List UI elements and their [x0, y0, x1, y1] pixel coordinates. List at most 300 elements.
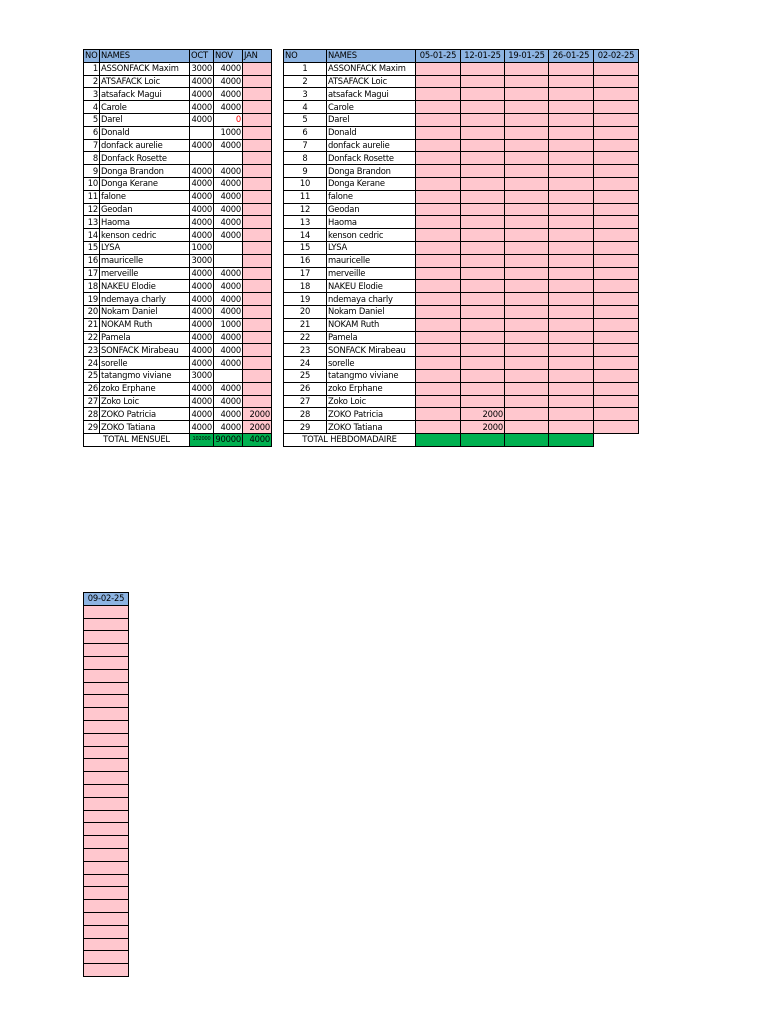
row-number-cell[interactable]: 9 [84, 165, 100, 178]
week-value-cell[interactable] [461, 88, 505, 101]
week-value-cell[interactable] [549, 241, 594, 254]
name-cell[interactable]: Geodan [100, 203, 190, 216]
oct-cell[interactable]: 4000 [191, 319, 212, 330]
week-value-cell[interactable] [416, 331, 461, 344]
nov-cell[interactable]: 4000 [214, 190, 243, 203]
nov-cell[interactable]: 4000 [214, 408, 243, 421]
name-cell[interactable]: kenson cedric [327, 229, 416, 242]
week-value-cell[interactable] [461, 139, 505, 152]
week-value-cell[interactable] [594, 126, 639, 139]
week-value-cell[interactable] [594, 344, 639, 357]
nov-cell[interactable]: 4000 [214, 139, 243, 152]
week-value-cell[interactable] [84, 848, 129, 861]
row-number-cell[interactable]: 6 [84, 126, 100, 139]
row-number-cell[interactable]: 27 [284, 395, 327, 408]
jan-cell[interactable] [243, 395, 272, 408]
week-value-cell[interactable] [505, 344, 549, 357]
week-value-cell[interactable] [549, 267, 594, 280]
week-value-cell[interactable] [549, 344, 594, 357]
name-cell[interactable]: Donga Brandon [100, 165, 190, 178]
name-cell[interactable]: SONFACK Mirabeau [100, 344, 190, 357]
jan-cell[interactable] [243, 369, 272, 382]
week-value-cell[interactable] [594, 280, 639, 293]
week-value-cell[interactable] [549, 177, 594, 190]
week-value-cell[interactable] [549, 75, 594, 88]
oct-cell[interactable]: 4000 [191, 331, 212, 342]
week-value-cell[interactable] [84, 938, 129, 951]
week-value-cell[interactable] [594, 395, 639, 408]
name-cell[interactable]: NOKAM Ruth [327, 318, 416, 331]
week-value-cell[interactable] [505, 305, 549, 318]
jan-cell[interactable] [243, 293, 272, 306]
week-value-cell[interactable] [505, 113, 549, 126]
nov-cell[interactable] [214, 254, 243, 267]
week-value-cell[interactable] [594, 293, 639, 306]
row-number-cell[interactable]: 7 [84, 139, 100, 152]
row-number-cell[interactable]: 10 [84, 177, 100, 190]
oct-cell[interactable]: 4000 [191, 344, 212, 355]
jan-cell[interactable] [243, 152, 272, 165]
week-value-cell[interactable] [416, 216, 461, 229]
header-week-2[interactable]: 12-01-25 [461, 50, 505, 63]
week-value-cell[interactable] [594, 101, 639, 114]
total-jan-cell[interactable]: 4000 [243, 433, 272, 446]
name-cell[interactable]: NOKAM Ruth [100, 318, 190, 331]
row-number-cell[interactable]: 9 [284, 165, 327, 178]
nov-cell[interactable]: 4000 [214, 293, 243, 306]
oct-cell[interactable]: 4000 [191, 191, 212, 202]
jan-cell[interactable]: 2000 [243, 421, 272, 434]
name-cell[interactable]: tatangmo viviane [327, 369, 416, 382]
name-cell[interactable]: sorelle [327, 357, 416, 370]
header-no[interactable]: NO [284, 50, 327, 63]
week-value-cell[interactable] [594, 190, 639, 203]
oct-cell[interactable]: 4000 [191, 306, 212, 317]
week-value-cell[interactable] [505, 254, 549, 267]
week-value-cell[interactable] [505, 421, 549, 434]
week-value-cell[interactable] [84, 900, 129, 913]
week-value-cell[interactable] [549, 293, 594, 306]
row-number-cell[interactable]: 19 [84, 293, 100, 306]
total-oct-cell[interactable]: 102000 [190, 433, 214, 446]
week-value-cell[interactable] [549, 369, 594, 382]
nov-cell[interactable] [214, 369, 243, 382]
jan-cell[interactable] [243, 75, 272, 88]
row-number-cell[interactable]: 3 [84, 88, 100, 101]
name-cell[interactable]: Pamela [327, 331, 416, 344]
week-value-cell[interactable] [594, 421, 639, 434]
oct-cell[interactable]: 4000 [191, 421, 212, 432]
week-value-cell[interactable] [549, 126, 594, 139]
row-number-cell[interactable]: 18 [84, 280, 100, 293]
week-value-cell[interactable] [505, 216, 549, 229]
name-cell[interactable]: ndemaya charly [100, 293, 190, 306]
week-value-cell[interactable] [461, 113, 505, 126]
name-cell[interactable]: LYSA [100, 241, 190, 254]
week-value-cell[interactable] [461, 254, 505, 267]
week-value-cell[interactable] [549, 229, 594, 242]
week-value-cell[interactable] [84, 951, 129, 964]
name-cell[interactable]: Nokam Daniel [100, 305, 190, 318]
week-value-cell[interactable] [505, 152, 549, 165]
oct-cell[interactable]: 4000 [191, 229, 212, 240]
jan-cell[interactable] [243, 177, 272, 190]
row-number-cell[interactable]: 2 [284, 75, 327, 88]
nov-cell[interactable]: 4000 [214, 165, 243, 178]
week-value-cell[interactable] [461, 267, 505, 280]
nov-cell[interactable]: 0 [214, 113, 243, 126]
name-cell[interactable]: donfack aurelie [327, 139, 416, 152]
row-number-cell[interactable]: 10 [284, 177, 327, 190]
row-number-cell[interactable]: 21 [84, 318, 100, 331]
week-value-cell[interactable] [461, 331, 505, 344]
oct-cell[interactable]: 3000 [191, 63, 212, 74]
name-cell[interactable]: sorelle [100, 357, 190, 370]
oct-cell[interactable]: 4000 [191, 395, 212, 406]
jan-cell[interactable] [243, 318, 272, 331]
name-cell[interactable]: tatangmo viviane [100, 369, 190, 382]
week-value-cell[interactable] [84, 887, 129, 900]
week-value-cell[interactable] [416, 165, 461, 178]
week-value-cell[interactable] [84, 912, 129, 925]
name-cell[interactable]: Zoko Loic [100, 395, 190, 408]
week-value-cell[interactable] [461, 101, 505, 114]
week-value-cell[interactable] [505, 88, 549, 101]
row-number-cell[interactable]: 24 [84, 357, 100, 370]
week-value-cell[interactable] [84, 708, 129, 721]
week-value-cell[interactable] [549, 421, 594, 434]
week-value-cell[interactable] [594, 305, 639, 318]
week-value-cell[interactable] [416, 203, 461, 216]
week-value-cell[interactable] [594, 75, 639, 88]
jan-cell[interactable] [243, 113, 272, 126]
nov-cell[interactable]: 4000 [214, 305, 243, 318]
header-oct[interactable]: OCT [190, 50, 214, 63]
name-cell[interactable]: Donga Kerane [327, 177, 416, 190]
name-cell[interactable]: NAKEU Elodie [327, 280, 416, 293]
week-value-cell[interactable] [84, 964, 129, 977]
nov-cell[interactable] [214, 241, 243, 254]
week-value-cell[interactable] [461, 152, 505, 165]
week-value-cell[interactable] [594, 113, 639, 126]
row-number-cell[interactable]: 4 [84, 101, 100, 114]
name-cell[interactable]: Donfack Rosette [100, 152, 190, 165]
name-cell[interactable]: falone [327, 190, 416, 203]
total-nov-cell[interactable]: 90000 [215, 434, 241, 445]
jan-cell[interactable]: 2000 [243, 408, 272, 421]
week-value-cell[interactable] [594, 408, 639, 421]
week-value-cell[interactable] [416, 344, 461, 357]
nov-cell[interactable]: 4000 [214, 382, 243, 395]
name-cell[interactable]: mauricelle [327, 254, 416, 267]
week-value-cell[interactable] [416, 88, 461, 101]
week-value-cell[interactable] [416, 62, 461, 75]
week-value-cell[interactable] [84, 874, 129, 887]
nov-cell[interactable]: 4000 [214, 216, 243, 229]
week-value-cell[interactable] [461, 293, 505, 306]
row-number-cell[interactable]: 15 [84, 241, 100, 254]
oct-cell[interactable]: 4000 [191, 75, 212, 86]
row-number-cell[interactable]: 29 [84, 421, 100, 434]
name-cell[interactable]: ndemaya charly [327, 293, 416, 306]
week-value-cell[interactable] [84, 797, 129, 810]
weekly-total-cell[interactable] [505, 433, 549, 446]
name-cell[interactable]: Carole [100, 101, 190, 114]
row-number-cell[interactable]: 21 [284, 318, 327, 331]
row-number-cell[interactable]: 22 [84, 331, 100, 344]
row-number-cell[interactable]: 17 [84, 267, 100, 280]
weekly-total-cell[interactable] [416, 433, 461, 446]
row-number-cell[interactable]: 12 [84, 203, 100, 216]
week-value-cell[interactable] [416, 113, 461, 126]
week-value-cell[interactable] [416, 267, 461, 280]
week-value-cell[interactable] [549, 152, 594, 165]
weekly-total-cell[interactable] [461, 433, 505, 446]
name-cell[interactable]: Nokam Daniel [327, 305, 416, 318]
nov-cell[interactable]: 4000 [214, 280, 243, 293]
week-value-cell[interactable] [416, 357, 461, 370]
week-value-cell[interactable] [84, 836, 129, 849]
row-number-cell[interactable]: 7 [284, 139, 327, 152]
oct-cell[interactable]: 4000 [191, 139, 212, 150]
week-value-cell[interactable] [461, 203, 505, 216]
row-number-cell[interactable]: 15 [284, 241, 327, 254]
week-value-cell[interactable] [84, 631, 129, 644]
oct-cell[interactable]: 4000 [191, 203, 212, 214]
week-value-cell[interactable] [461, 165, 505, 178]
week-value-cell[interactable] [505, 395, 549, 408]
nov-cell[interactable]: 1000 [214, 318, 243, 331]
nov-cell[interactable]: 4000 [214, 357, 243, 370]
name-cell[interactable]: zoko Erphane [327, 382, 416, 395]
header-names[interactable]: NAMES [100, 50, 190, 63]
name-cell[interactable]: LYSA [327, 241, 416, 254]
row-number-cell[interactable]: 26 [84, 382, 100, 395]
row-number-cell[interactable]: 4 [284, 101, 327, 114]
name-cell[interactable]: Donald [327, 126, 416, 139]
header-week-4[interactable]: 26-01-25 [549, 50, 594, 63]
week-value-cell[interactable] [549, 305, 594, 318]
name-cell[interactable]: kenson cedric [100, 229, 190, 242]
week-value-cell[interactable] [505, 267, 549, 280]
nov-cell[interactable]: 4000 [214, 331, 243, 344]
week-value-cell[interactable] [461, 229, 505, 242]
row-number-cell[interactable]: 5 [284, 113, 327, 126]
week-value-cell[interactable] [461, 75, 505, 88]
week-value-cell[interactable] [549, 395, 594, 408]
row-number-cell[interactable]: 22 [284, 331, 327, 344]
oct-cell[interactable]: 4000 [191, 165, 212, 176]
nov-cell[interactable] [214, 152, 243, 165]
week-value-cell[interactable] [416, 254, 461, 267]
week-value-cell[interactable] [549, 203, 594, 216]
week-value-cell[interactable] [549, 101, 594, 114]
week-value-cell[interactable] [594, 165, 639, 178]
jan-cell[interactable] [243, 101, 272, 114]
week-value-cell[interactable] [461, 190, 505, 203]
week-value-cell[interactable] [505, 318, 549, 331]
week-value-cell[interactable] [416, 101, 461, 114]
jan-cell[interactable] [243, 62, 272, 75]
name-cell[interactable]: ATSAFACK Loic [100, 75, 190, 88]
row-number-cell[interactable]: 28 [284, 408, 327, 421]
nov-cell[interactable]: 4000 [214, 229, 243, 242]
jan-cell[interactable] [243, 190, 272, 203]
row-number-cell[interactable]: 20 [84, 305, 100, 318]
week-value-cell[interactable] [416, 408, 461, 421]
week-value-cell[interactable] [416, 395, 461, 408]
name-cell[interactable]: Donald [100, 126, 190, 139]
week-value-cell[interactable] [549, 139, 594, 152]
oct-cell[interactable]: 4000 [191, 293, 212, 304]
nov-cell[interactable]: 4000 [214, 62, 243, 75]
name-cell[interactable]: Pamela [100, 331, 190, 344]
row-number-cell[interactable]: 1 [84, 62, 100, 75]
header-week-6[interactable]: 09-02-25 [84, 593, 129, 606]
name-cell[interactable]: ASSONFACK Maxim [100, 62, 190, 75]
week-value-cell[interactable] [549, 62, 594, 75]
week-value-cell[interactable] [549, 165, 594, 178]
jan-cell[interactable] [243, 331, 272, 344]
name-cell[interactable]: Donfack Rosette [327, 152, 416, 165]
row-number-cell[interactable]: 12 [284, 203, 327, 216]
week-value-cell[interactable] [84, 605, 129, 618]
week-value-cell[interactable] [505, 139, 549, 152]
oct-cell[interactable]: 4000 [191, 408, 212, 419]
week-value-cell[interactable] [84, 861, 129, 874]
week-value-cell[interactable] [594, 216, 639, 229]
oct-cell[interactable] [190, 126, 214, 139]
header-week-5[interactable]: 02-02-25 [594, 50, 639, 63]
jan-cell[interactable] [243, 344, 272, 357]
week-value-cell[interactable] [416, 293, 461, 306]
row-number-cell[interactable]: 16 [284, 254, 327, 267]
week-value-cell[interactable] [594, 229, 639, 242]
weekly-total-cell[interactable] [549, 433, 594, 446]
week-value-cell[interactable] [416, 280, 461, 293]
jan-cell[interactable] [243, 139, 272, 152]
header-names[interactable]: NAMES [327, 50, 416, 63]
week-value-cell[interactable] [505, 203, 549, 216]
week-value-cell[interactable] [549, 318, 594, 331]
oct-cell[interactable]: 4000 [191, 216, 212, 227]
week-value-cell[interactable] [549, 280, 594, 293]
week-value-cell[interactable] [84, 772, 129, 785]
oct-cell[interactable]: 4000 [191, 88, 212, 99]
row-number-cell[interactable]: 20 [284, 305, 327, 318]
name-cell[interactable]: ATSAFACK Loic [327, 75, 416, 88]
week-value-cell[interactable] [505, 293, 549, 306]
jan-cell[interactable] [243, 126, 272, 139]
week-value-cell[interactable] [594, 331, 639, 344]
header-week-1[interactable]: 05-01-25 [416, 50, 461, 63]
row-number-cell[interactable]: 25 [284, 369, 327, 382]
jan-cell[interactable] [243, 241, 272, 254]
jan-cell[interactable] [243, 254, 272, 267]
week-value-cell[interactable] [549, 382, 594, 395]
week-value-cell[interactable] [461, 177, 505, 190]
nov-cell[interactable]: 4000 [214, 267, 243, 280]
name-cell[interactable]: merveille [327, 267, 416, 280]
oct-cell[interactable]: 3000 [191, 370, 212, 381]
row-number-cell[interactable]: 24 [284, 357, 327, 370]
name-cell[interactable]: Carole [327, 101, 416, 114]
name-cell[interactable]: ZOKO Patricia [327, 408, 416, 421]
name-cell[interactable]: Donga Brandon [327, 165, 416, 178]
week-value-cell[interactable] [461, 369, 505, 382]
week-value-cell[interactable] [549, 331, 594, 344]
week-value-cell[interactable] [416, 241, 461, 254]
row-number-cell[interactable]: 5 [84, 113, 100, 126]
week-value-cell[interactable] [505, 126, 549, 139]
name-cell[interactable]: ZOKO Patricia [100, 408, 190, 421]
row-number-cell[interactable]: 11 [284, 190, 327, 203]
week-value-cell[interactable] [505, 241, 549, 254]
week-value-cell[interactable] [505, 229, 549, 242]
week-value-cell[interactable] [84, 644, 129, 657]
name-cell[interactable]: mauricelle [100, 254, 190, 267]
week-value-cell[interactable] [594, 382, 639, 395]
jan-cell[interactable] [243, 229, 272, 242]
week-value-cell[interactable] [461, 318, 505, 331]
week-value-cell[interactable]: 2000 [461, 408, 505, 421]
week-value-cell[interactable] [84, 656, 129, 669]
jan-cell[interactable] [243, 267, 272, 280]
row-number-cell[interactable]: 29 [284, 421, 327, 434]
week-value-cell[interactable] [505, 190, 549, 203]
week-value-cell[interactable] [84, 759, 129, 772]
week-value-cell[interactable] [505, 369, 549, 382]
jan-cell[interactable] [243, 382, 272, 395]
name-cell[interactable]: atsafack Magui [327, 88, 416, 101]
week-value-cell[interactable] [594, 139, 639, 152]
week-value-cell[interactable] [416, 152, 461, 165]
row-number-cell[interactable]: 18 [284, 280, 327, 293]
week-value-cell[interactable] [549, 216, 594, 229]
week-value-cell[interactable] [594, 254, 639, 267]
week-value-cell[interactable] [549, 357, 594, 370]
week-value-cell[interactable] [549, 113, 594, 126]
header-nov[interactable]: NOV [214, 50, 243, 63]
header-week-3[interactable]: 19-01-25 [505, 50, 549, 63]
row-number-cell[interactable]: 25 [84, 369, 100, 382]
week-value-cell[interactable] [505, 280, 549, 293]
row-number-cell[interactable]: 14 [284, 229, 327, 242]
name-cell[interactable]: Zoko Loic [327, 395, 416, 408]
week-value-cell[interactable] [416, 75, 461, 88]
oct-cell[interactable]: 3000 [191, 255, 212, 266]
week-value-cell[interactable] [461, 357, 505, 370]
week-value-cell[interactable] [594, 267, 639, 280]
week-value-cell[interactable] [594, 177, 639, 190]
nov-cell[interactable]: 4000 [214, 88, 243, 101]
week-value-cell[interactable] [505, 75, 549, 88]
week-value-cell[interactable] [549, 408, 594, 421]
week-value-cell[interactable] [84, 823, 129, 836]
jan-cell[interactable] [243, 216, 272, 229]
week-value-cell[interactable] [594, 241, 639, 254]
oct-cell[interactable]: 1000 [191, 242, 212, 253]
week-value-cell[interactable] [549, 190, 594, 203]
week-value-cell[interactable] [549, 254, 594, 267]
week-value-cell[interactable] [84, 784, 129, 797]
week-value-cell[interactable] [594, 203, 639, 216]
jan-cell[interactable] [243, 305, 272, 318]
jan-cell[interactable] [243, 203, 272, 216]
week-value-cell[interactable] [461, 344, 505, 357]
row-number-cell[interactable]: 1 [284, 62, 327, 75]
weekly-total-label[interactable]: TOTAL HEBDOMADAIRE [284, 433, 416, 446]
